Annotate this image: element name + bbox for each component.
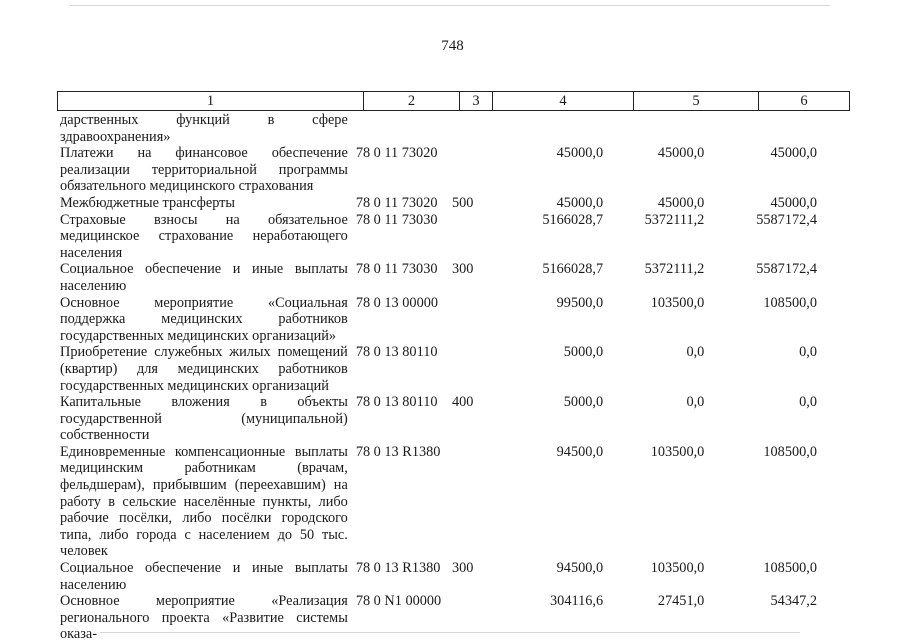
row-name: дарственных функций в сфере здравоохранения» xyxy=(60,112,348,145)
row-code: 78 0 13 R1380 xyxy=(355,560,441,577)
row-value-col5: 103500,0 xyxy=(650,294,705,311)
row-code: 78 0 13 80110 xyxy=(355,344,438,361)
column-header-1: 1 xyxy=(58,92,364,111)
row-code: 78 0 11 73020 xyxy=(355,145,438,162)
column-header-2: 2 xyxy=(364,92,460,111)
table-row xyxy=(57,212,847,262)
table-row xyxy=(57,112,847,145)
row-value-col5: 0,0 xyxy=(686,394,705,411)
scan-artifact-top xyxy=(70,5,830,6)
row-name: Капитальные вложения в объекты государственной (муниципальной) собственности xyxy=(60,394,348,444)
row-value-col6: 108500,0 xyxy=(763,294,817,311)
row-value-col4: 99500,0 xyxy=(556,294,604,311)
row-type: 500 xyxy=(451,194,474,211)
row-value-col5: 103500,0 xyxy=(650,560,705,577)
table-row xyxy=(57,145,847,195)
table-row xyxy=(57,295,847,345)
row-value-col4: 5166028,7 xyxy=(542,211,604,228)
column-header-3: 3 xyxy=(460,92,493,111)
row-value-col4: 304116,6 xyxy=(550,593,604,610)
row-name: Основное мероприятие «Социальная поддержка медицинских работников государственных медицинских организаций» xyxy=(60,294,348,344)
budget-table-body xyxy=(57,112,847,643)
table-row xyxy=(57,444,847,560)
row-value-col6: 5587172,4 xyxy=(756,211,817,228)
row-value-col6: 108500,0 xyxy=(763,443,817,460)
row-value-col4: 5000,0 xyxy=(563,344,604,361)
row-value-col4: 5166028,7 xyxy=(542,261,604,278)
row-name: Межбюджетные трансферты xyxy=(60,194,236,211)
row-code: 78 0 13 80110 xyxy=(355,394,438,411)
table-row xyxy=(57,560,847,593)
row-name: Социальное обеспечение и иные выплаты населению xyxy=(60,261,348,294)
row-name: Страховые взносы на обязательное медицинское страхование неработающего населения xyxy=(60,211,348,261)
row-code: 78 0 11 73020 xyxy=(355,194,438,211)
row-value-col4: 5000,0 xyxy=(563,394,604,411)
row-name: Единовременные компенсационные выплаты медицинским работникам (врачам, фельдшерам), прибывшим (переехавшим) на работу в сельские населённые пункты, либо рабочие посёлки, либо посёлки городского типа, либо города с населением до 50 тыс. человек xyxy=(60,443,348,560)
row-code: 78 0 13 R1380 xyxy=(355,443,441,460)
table-row xyxy=(57,394,847,444)
row-code: 78 0 11 73030 xyxy=(355,261,438,278)
table-row xyxy=(57,593,847,643)
row-value-col5: 27451,0 xyxy=(657,593,705,610)
row-type: 300 xyxy=(451,261,474,278)
row-value-col6: 5587172,4 xyxy=(756,261,817,278)
row-value-col6: 0,0 xyxy=(799,344,817,361)
row-value-col6: 45000,0 xyxy=(770,145,817,162)
row-value-col6: 0,0 xyxy=(799,394,817,411)
row-type: 300 xyxy=(451,560,474,577)
column-header-5: 5 xyxy=(634,92,759,111)
row-code: 78 0 11 73030 xyxy=(355,211,438,228)
row-value-col5: 45000,0 xyxy=(657,194,705,211)
row-type: 400 xyxy=(451,394,474,411)
page-number: 748 xyxy=(441,38,464,54)
row-value-col4: 94500,0 xyxy=(556,443,604,460)
column-header-row xyxy=(58,92,850,111)
row-value-col6: 108500,0 xyxy=(763,560,817,577)
row-value-col6: 45000,0 xyxy=(770,194,817,211)
row-name: Приобретение служебных жилых помещений (квартир) для медицинских работников государственных медицинских организаций xyxy=(60,344,348,394)
row-code: 78 0 N1 00000 xyxy=(355,593,442,610)
row-code: 78 0 13 00000 xyxy=(355,294,439,311)
row-name: Платежи на финансовое обеспечение реализации территориальной программы обязательного медицинского страхования xyxy=(60,145,348,195)
row-value-col5: 5372111,2 xyxy=(644,211,705,228)
table-row xyxy=(57,261,847,294)
row-value-col4: 45000,0 xyxy=(556,194,604,211)
row-name: Социальное обеспечение и иные выплаты населению xyxy=(60,560,348,593)
column-header-table xyxy=(57,91,850,111)
column-header-6: 6 xyxy=(759,92,850,111)
column-header-4: 4 xyxy=(493,92,634,111)
row-value-col6: 54347,2 xyxy=(770,593,817,610)
row-value-col4: 94500,0 xyxy=(556,560,604,577)
table-row xyxy=(57,195,847,212)
row-value-col5: 103500,0 xyxy=(650,443,705,460)
row-name: Основное мероприятие «Реализация регионального проекта «Развитие системы оказа- xyxy=(60,593,348,643)
row-value-col5: 5372111,2 xyxy=(644,261,705,278)
scan-artifact-bottom xyxy=(100,632,800,633)
row-value-col5: 45000,0 xyxy=(657,145,705,162)
table-row xyxy=(57,344,847,394)
row-value-col5: 0,0 xyxy=(686,344,705,361)
row-value-col4: 45000,0 xyxy=(556,145,604,162)
